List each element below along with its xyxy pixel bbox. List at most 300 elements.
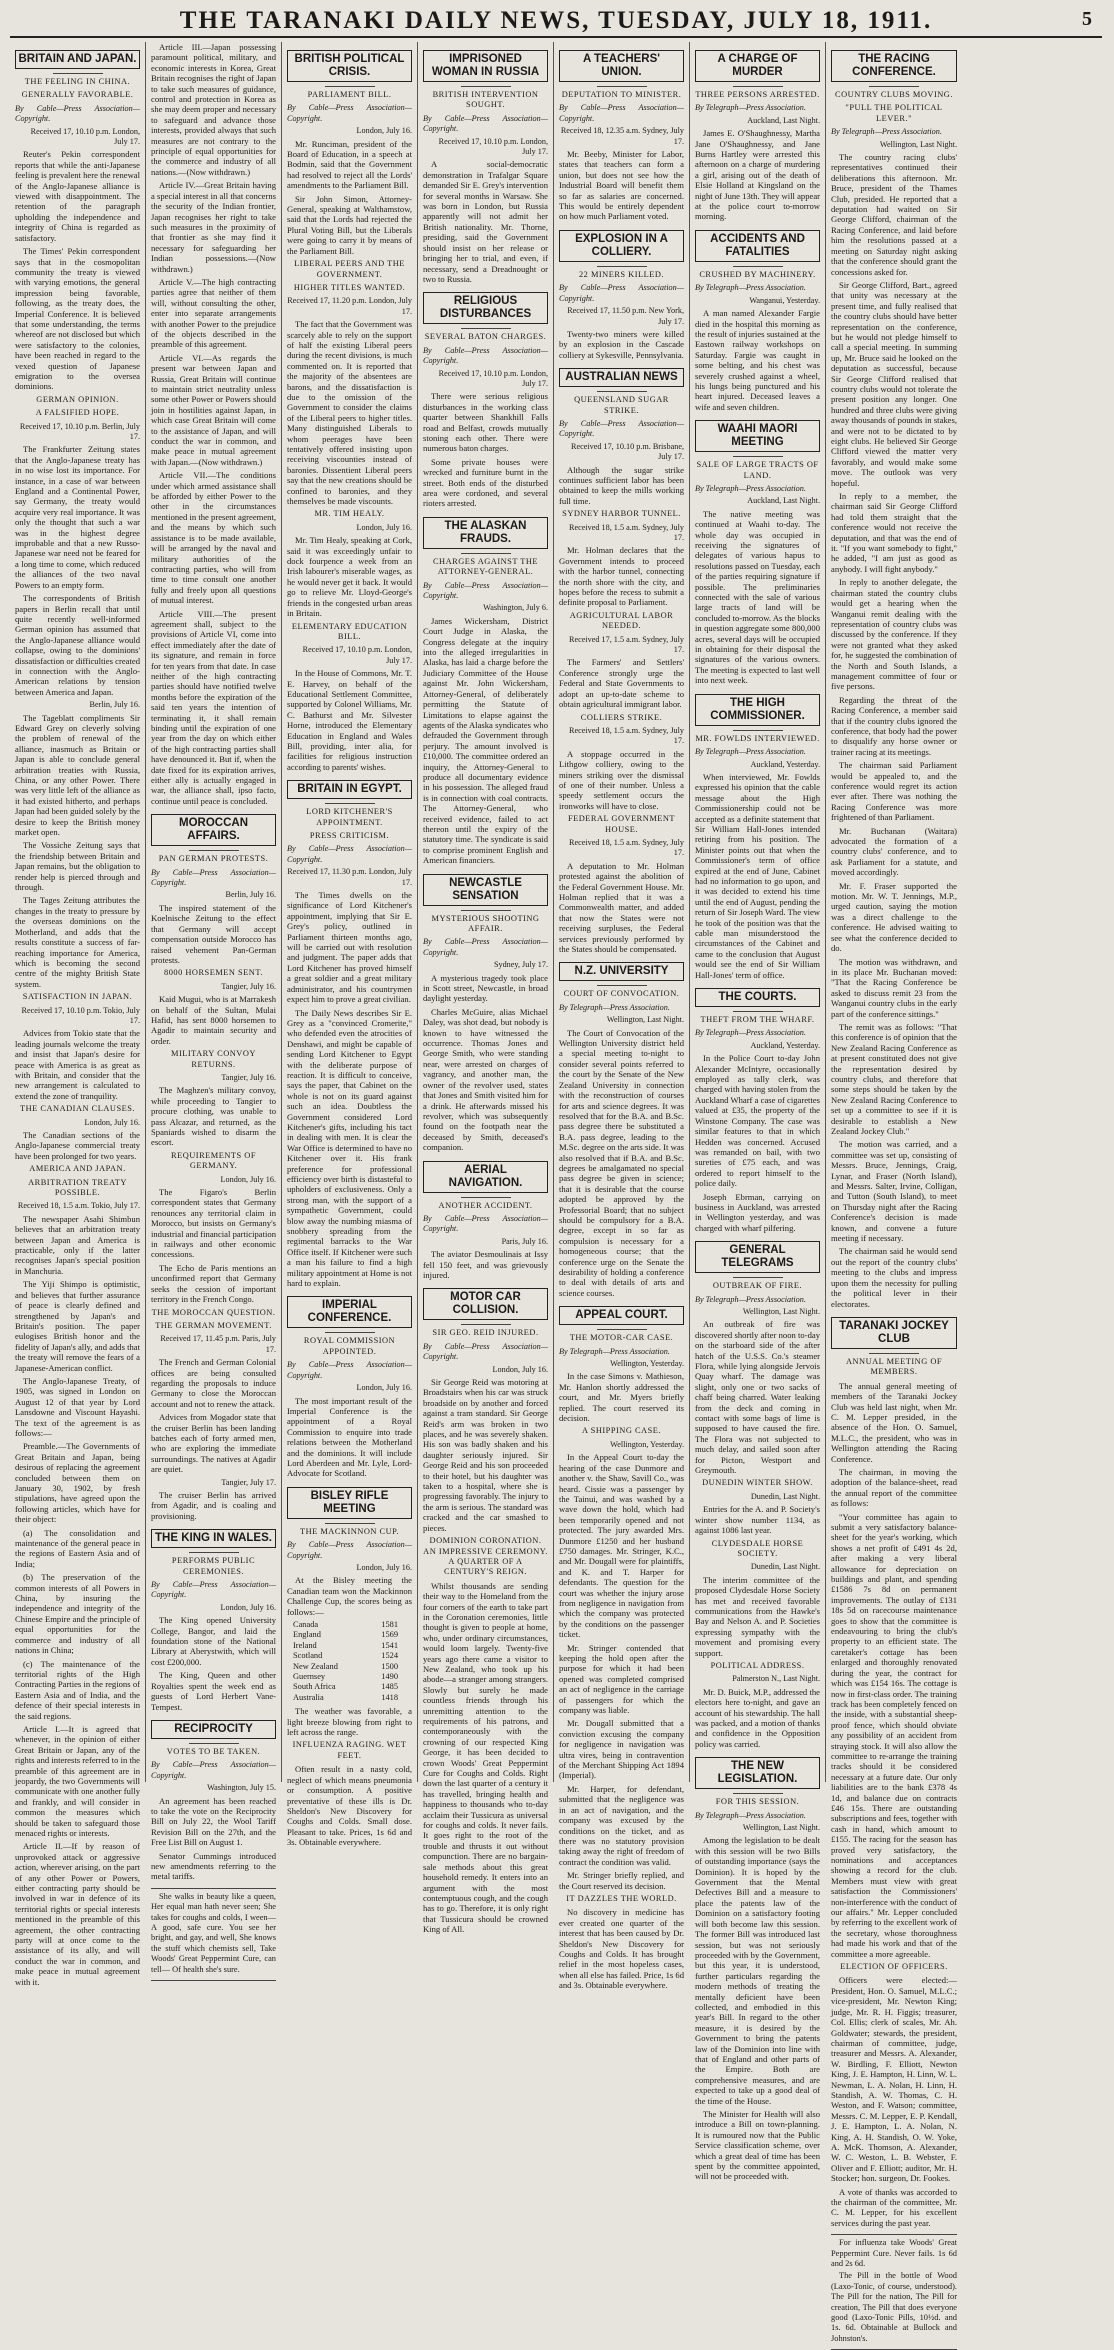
paragraph: Article VIII.—The present agreement shall, subject to the provisions of Article VI, come into effect immediately after the date of its signature, and remain in force for ten years from that date. In case neither of the high contracting parties should have notified twelve months before the expiration of the said ten years the intention of terminating it, it shall remain binding until the expiration of one year from the day on which either of the high contracting parties shall have denounced it. But if, when the date fixed for its expiration arrives, either ally is actually engaged in war, the alliance shall, ipso facto, continue until peace is concluded. <box>151 608 276 806</box>
article-headline: THE KING IN WALES. <box>151 1529 276 1548</box>
paragraph: The Court of Convocation of the Wellington University district held a special meeting to-night to consider several points referred to the court by the Senate of the New Zealand University in connection with the reconstruction of courses for arts and science degrees. It was resolved that for the B.A. and B.Sc. pass degree there be substituted a B.A. pass degree, leading to the M.Sc. degree on the arts side. It was also resolved that if B.A. and B.Sc. degrees be amalgamated no special pass degree be given in science; that it is desirable that the course adopted be approved by the Professorial Board; that no subject should be compulsory for a B.A. degree, except in so far as compulsion is necessary for a homogeneous course; that the conference urge on the Senate the desirability of holding a conference to deal with details of arts and science courses. <box>559 1027 684 1298</box>
paragraph: Article VII.—The conditions under which armed assistance shall be afforded by either Power to the other in the circumstances mentioned in the present agreement, and the means by which such assistance is to be made available, will be arranged by the naval and military authorities of the contracting parties, who will from time to time consult one another fully and freely upon all questions of mutual interest. <box>151 470 276 606</box>
paragraph: The remit was as follows: "That this conference is of opinion that the New Zealand Racing Conference as at present constituted does not give the representation desired by country clubs, and therefore that some steps should be taken by the New Zealand Racing Conference to set up a committee to see if it is desirable to establish a New Zealand Jockey Club." <box>831 1021 957 1136</box>
place-date: Dunedin, Last Night. <box>750 1491 820 1501</box>
subheading: THE CANADIAN CLAUSES. <box>20 1104 135 1114</box>
paragraph: The annual general meeting of members of the Taranaki Jockey Club was held last night, when Mr. C. M. Lepper presided, in the absence of the Hon. O. Samuel, M.L.C., the president, who was in Wellington attending the Racing Conference. <box>831 1380 957 1464</box>
dateline: By Cable—Press Association—Copyright. <box>151 867 276 888</box>
paragraph: The motion was carried, and a committee was set up, consisting of Messrs. Bruce, Jennings, Craig, Lynar, and Fraser (North Island), and Messrs. Salter, Irvine, Colligan, and Tutton (South Island), to meet on Thursday night after the Racing Conference's decision is made known, and convene a future meeting if necessary. <box>831 1139 957 1244</box>
team-name: Canada <box>293 1620 319 1629</box>
results-table <box>293 1620 412 1703</box>
headline-rule <box>53 73 103 74</box>
team-name: Ireland <box>293 1640 317 1650</box>
paragraph: The Times' Pekin correspondent says that in the cosmopolitan community the treaty is viewed with varying emotions, the general impression being favorable, following, as the treaty does, the Imperial Conference. It is believed that some understanding, the terms whereof are not disclosed but which were satisfactory to the colonies, have been reached in regard to the vexed question of Japanese emigration to the oversea dominions. <box>15 246 140 392</box>
place-date: Received 17, 1.5 a.m. Sydney, July 17. <box>569 634 684 655</box>
paragraph: The Figaro's Berlin correspondent states that Germany renounces any territorial claim in Morocco, but insists on Germany's industrial and financial participation in railways and other economic concessions. <box>151 1187 276 1260</box>
article <box>287 1296 412 1478</box>
advertisement <box>151 1888 276 1981</box>
paragraph: The cruiser Berlin has arrived from Agadir, and is coaling and provisioning. <box>151 1490 276 1521</box>
article-headline: MOROCCAN AFFAIRS. <box>151 814 276 846</box>
article-headline: BRITISH POLITICAL CRISIS. <box>287 50 412 82</box>
subheading: 8000 HORSEMEN SENT. <box>164 968 263 978</box>
team-name: Australia <box>293 1692 324 1702</box>
place-date: Received 17, 10.10 p.m. Berlin, July 17. <box>19 421 140 441</box>
article <box>695 1757 820 2182</box>
place-date: Received 17, 10.10 p.m. London, July 17. <box>30 126 140 147</box>
dateline: By Telegraph—Press Association. <box>695 103 806 113</box>
subheading: THE FEELING IN CHINA. <box>24 77 131 86</box>
results-row <box>293 1693 412 1703</box>
paragraph: The Canadian sections of the Anglo-Japanese commercial treaty have been prolonged for two years. <box>15 1130 140 1161</box>
results-row <box>293 1662 412 1672</box>
headline-rule <box>733 1011 783 1012</box>
paragraph: Sir George Clifford, Bart., agreed that unity was necessary at the present time, and fully realised that the country clubs should have better representation on the conference, but he would not pledge himself to call a special meeting. In summing up, Mr. Bruce said he looked on the deputation as successful, because Sir George Clifford realised that country clubs would not tolerate the present position any longer. One hundred and three clubs were giving away thousands of pounds in stakes, and were not to be dictated to by eight clubs. He believed Sir George Clifford viewed the matter very favorably, and would make some move. The outlook was very hopeful. <box>831 279 957 488</box>
headline-rule <box>869 86 919 87</box>
subheading: THEFT FROM THE WHARF. <box>700 1015 815 1025</box>
dateline: By Cable—Press Association—Copyright. <box>287 103 412 123</box>
article <box>695 50 820 222</box>
results-row <box>293 1651 412 1661</box>
subheading: GENERALLY FAVORABLE. <box>21 90 134 100</box>
paragraph: In reply to a member, the chairman said Sir George Clifford had told them straight that the conference would not receive the deputation, and that was the end of it. "If you want somebody to fight," he added, "I am just as good as anybody. I will fight anybody." <box>831 491 957 574</box>
paragraph: The weather was favorable, a light breeze blowing from right to left across the range. <box>287 1706 412 1738</box>
article <box>831 50 957 1309</box>
article-headline: RECIPROCITY <box>151 1720 276 1739</box>
results-row <box>293 1682 412 1692</box>
paragraph: Article I.—It is agreed that whenever, in the opinion of either Great Britain or Japan, any of the rights and interests referred to in the preamble of this agreement are in jeopardy, the two Governments will communicate with one another fully and frankly, and will consider in common the measures which should be taken to safeguard those menaced rights or interests. <box>15 1723 140 1838</box>
team-score: 1541 <box>381 1640 398 1650</box>
paragraph: The Tages Zeitung attributes the changes in the treaty to pressure by the overseas dominions on the Motherland, and adds that the results constitute a success of far-reaching importance for America, which is becoming the second centre of the mighty British State system. <box>15 895 140 989</box>
headline-rule <box>325 86 375 87</box>
subheading: THREE PERSONS ARRESTED. <box>695 90 820 99</box>
article <box>559 1306 684 1990</box>
article <box>423 292 548 509</box>
headline-rule <box>189 1552 239 1553</box>
advertisement <box>831 2234 957 2350</box>
place-date: London, July 16. <box>220 1174 276 1184</box>
place-date: Dunedin, Last Night. <box>750 1562 820 1572</box>
column-4 <box>418 42 554 1935</box>
paragraph: In the Police Court to-day John Alexander McIntyre, occasionally employed as tally clerk, was charged with having stolen from the Auckland Wharf a case of cigarettes valued at £35, the property of the Winstone Company. The case was similar features to that in which Hedden was concerned. Accused was remanded on bail, with two sureties of £75 each, and was ordered to report himself to the police daily. <box>695 1053 820 1189</box>
paragraph: The Times dwells on the significance of Lord Kitchener's appointment, implying that Sir E. Grey's policy, outlined in Parliament thirteen months ago, will be carried out with resolution and judgment. The paper adds that Lord Kitchener has proved himself a great soldier and a great military administrator, and his countrymen expect him to prove a great civilian. <box>287 890 412 1005</box>
place-date: Received 18, 1.5 a.m. Sydney, July 17. <box>569 837 684 858</box>
paragraph: Mr. Holman declares that the Government intends to proceed with the harbor tunnel, connecting the north shore with the city, and hopes before the recess to submit a definite proposal to Parliament. <box>559 545 684 608</box>
subheading: PARLIAMENT BILL. <box>307 90 392 99</box>
paragraph: Charles McGuire, alias Michael Daley, was shot dead, but nobody is known to have witnessed the occurrence. Thomas Jones and George Smith, who were standing near, were arrested on charges of vagrancy, and another man, the owner of the revolver used, states that Jones and Smith visited him for a drink. He afterwards missed his revolver, which was subsequently found on the footpath near the deceased by Smith, deceased's companion. <box>423 1006 548 1153</box>
headline-rule <box>597 266 647 267</box>
column-5 <box>554 42 690 1991</box>
paragraph: A man named Alexander Fargie died in the hospital this morning as the result of injuries sustained at the Eastown railway workshops on Saturday. Fargie was caught in some belting, and his chest was severely crushed against a wheel, his lungs being punctured and his heart injured. Deceased leaves a wife and seven children. <box>695 308 820 412</box>
place-date: Auckland, Last Night. <box>747 115 820 125</box>
dateline: By Cable—Press Association—Copyright. <box>151 1760 276 1780</box>
dateline: By Cable—Press Association—Copyright. <box>559 418 684 439</box>
place-date: Wellington, Last Night. <box>742 1306 820 1316</box>
place-date: Received 18, 1.5 a.m. Sydney, July 17. <box>569 522 684 542</box>
place-date: London, July 16. <box>356 1562 412 1572</box>
results-row <box>293 1641 412 1651</box>
team-name: England <box>293 1630 321 1640</box>
article <box>287 50 412 772</box>
headline-rule <box>597 86 647 87</box>
paragraph: Article II.—If by reason of unprovoked attack or aggressive action, wherever arising, on the part of any other Power or Powers, either contracting party should be involved in war in defence of its territorial rights or special interests mentioned in the preamble of this agreement, the other contracting party will at once come to the assistance of its ally, and will conduct the war in common, and make peace in mutual agreement with it. <box>15 1841 140 1987</box>
headline-rule <box>325 1332 375 1333</box>
dateline: By Cable—Press Association—Copyright. <box>151 1580 276 1600</box>
page-number: 5 <box>1082 8 1092 30</box>
headline-rule <box>733 86 783 87</box>
paragraph: Whilst thousands are sending their way to the Homeland from the four corners of the earth to take part in the Coronation ceremonies, little thought is given to people at home, who, under ordinary circumstances, would loom largely. Twenty-five years ago there came a visitor to New Zealand, who took up his abode—a stranger among strangers. Slowly but surely he made countless friends through his unremitting attention to the requirements of his patrons, and contemporaneously with the crowning of our respected King George, it has been decided to crown Woods' Great Peppermint Cure for Coughs and Colds. Right down the last quarter of a century it has travelled, bringing health and happiness to thousands who to-day acclaim their Tussicura as universal for coughs and colds. It never fails. It goes right to the root of the trouble and thrusts it out without compunction. There are no bargain-sale methods about this great household remedy. It enters into an argument with the most contemptuous cough, and the cough has to go. Therefore, it is only right that Tussicura should be crowned King of All. <box>423 1580 548 1935</box>
paragraph: Advices from Mogador state that the cruiser Berlin has been landing batches each of forty armed men, who are exploring the immediate surroundings. The natives at Agadir are quiet. <box>151 1412 276 1475</box>
headline-rule <box>461 553 511 554</box>
place-date: Washington, July 6. <box>483 603 548 613</box>
column-1 <box>10 42 146 1987</box>
subheading: ROYAL COMMISSION APPOINTED. <box>303 1336 396 1356</box>
paragraph: The Vossiche Zeitung says that the friendship between Britain and Japan remains, but the obligation to render help is pierced through and through. <box>15 840 140 893</box>
subheading: COLLIERS STRIKE. <box>580 712 663 722</box>
headline-rule <box>461 86 511 87</box>
dateline: By Cable—Press Association—Copyright. <box>423 1341 548 1362</box>
place-date: Received 18, 1.5 a.m. Tokio, July 17. <box>17 1201 140 1211</box>
subheading: REQUIREMENTS OF GERMANY. <box>171 1150 256 1171</box>
headline-rule <box>733 266 783 267</box>
paragraph: The newspaper Asahi Shimbun believes that an arbitration treaty between Japan and America is practicable, only if the latter recognises Japan's special position in Manchuria. <box>15 1213 140 1276</box>
dateline: By Cable—Press Association—Copyright. <box>423 937 548 957</box>
paragraph: In the House of Commons, Mr. T. E. Harvey, on behalf of the Educational Settlement Committee, supported by Colonel Williams, Mr. C. Bathurst and Mr. Silvester Horne, introduced the Elementary Education in England and Wales Bill, providing, inter alia, for facilities for religious instruction according to parents' wishes. <box>287 668 412 772</box>
paragraph: The motion was withdrawn, and in its place Mr. Buchanan moved: "That the Racing Conference be asked to discuss remit 23 from the Wanganui country clubs in the early part of the conference sittings." <box>831 956 957 1019</box>
subheading: PAN GERMAN PROTESTS. <box>158 854 269 864</box>
paragraph: An agreement has been reached to take the vote on the Reciprocity Bill on July 22, the Wool Tariff Revision Bill on the 27th, and the Free List Bill on August 1. <box>151 1795 276 1848</box>
subheading: SATISFACTION IN JAPAN. <box>22 992 133 1002</box>
article-headline: THE ALASKAN FRAUDS. <box>423 517 548 549</box>
paragraph: Regarding the threat of the Racing Conference, a member said that if the country clubs ignored the conference, that body had the power to disqualify any horse owner or trainer racing at its meetings. <box>831 694 957 757</box>
team-score: 1490 <box>381 1672 398 1682</box>
headline-rule <box>733 1277 783 1278</box>
results-row <box>293 1620 412 1630</box>
place-date: Received 17, 11.30 p.m. London, July 17. <box>287 867 412 887</box>
paragraph: No discovery in medicine has ever created one quarter of the interest that has been caused by Dr. Sheldon's New Discovery for Coughs and Colds. It has brought relief in the most hopeless cases, when all else has failed. Price, 1s 6d and 3s. Obtainable everywhere. <box>559 1907 684 1991</box>
article <box>695 1241 820 1749</box>
paragraph: Reuter's Pekin correspondent reports that while the anti-Japanese feeling is prevalent here the renewal of the Anglo-Japanese alliance is viewed with disappointment. The retention of the paragraph upholding the independence and integrity of China is regarded as satisfactory. <box>15 149 140 243</box>
paragraph: James E. O'Shaughnessy, Martha Jane O'Shaughnessy, and Jane Burns Hartley were arrested this afternoon on a charge of murdering a girl, arising out of the death of Elsie Holland at Kingsland on the night of June 13th. They will appear at the police court to-morrow morning. <box>695 128 820 222</box>
dateline: By Cable—Press Association—Copyright. <box>423 1213 548 1234</box>
paragraph: When interviewed, Mr. Fowlds expressed his opinion that the cable message about the High Commissionership could not be accepted as a definite statement that Sir William Hall-Jones intended retiring from his position. The Minister points out that when the Commissioner's term of office expired at the end of June, Cabinet had no information to go upon, and it was decided to extend his time until the end of August, pending the return of Sir Joseph Ward. The view he took of the position was that the cable man misunderstood the circumstances of the Cabinet and came to the conclusion that August would see the end of Sir William Hall-Jones' term of office. <box>695 771 820 980</box>
dateline: By Telegraph—Press Association. <box>695 1028 806 1038</box>
article <box>695 420 820 686</box>
paragraph: Mr. Harper, for defendant, submitted that the negligence was in an act of navigation, and the company was excused by the conditions on the ticket, and as there was no statutory provision taking away the right of freedom of contract the condition was valid. <box>559 1783 684 1867</box>
subheading: THE MOROCCAN QUESTION. <box>151 1307 276 1317</box>
subheading: A FALSIFIED HOPE. <box>35 408 120 418</box>
subheading: CRUSHED BY MACHINERY. <box>699 269 816 279</box>
article <box>559 230 684 360</box>
paragraph: (a) The consolidation and maintenance of the general peace in the regions of Eastern Asia and of India; <box>15 1527 140 1569</box>
place-date: Auckland, Yesterday. <box>750 1040 820 1050</box>
paragraph: A mysterious tragedy took place in Scott street, Newcastle, in broad daylight yesterday. <box>423 972 548 1004</box>
headline-rule <box>597 391 647 392</box>
place-date: Auckland, Last Night. <box>747 496 820 506</box>
place-date: Received 17, 10.10 p.m. Tokio, July 17. <box>21 1005 140 1025</box>
subheading: HIGHER TITLES WANTED. <box>293 282 406 292</box>
subheading: GERMAN OPINION. <box>36 394 119 404</box>
paragraph: A deputation to Mr. Holman protested against the abolition of the Federal Government House. Mr. Holman replied that it was a Commonwealth matter, and added that now the States were not receiving surpluses, the Federal services previously performed by the States should be compensated. <box>559 860 684 955</box>
place-date: Received 17, 11.50 p.m. New York, July 17. <box>567 306 684 326</box>
paragraph: "Your committee has again to submit a very satisfactory balance-sheet for the year's working, which shows a net profit of £491 4s 2d, after making a very liberal allowance for depreciation on buildings and plant, and spending £1586 7s 8d on permanent improvements. The outlay of £131 18s 5d on racecourse maintenance goes to show that the committee is endeavouring to bring the club's property to an efficient state. The caretaker's cottage has been enlarged and thoroughly renovated during the year, the contract for which was £154 16s. The cottage is now in first-class order. The training track has been completely fenced on the inside, with a substantial sheep-proof fence, which should obviate any possibility of an accident from straying stock. It will also allow the committee to re-arrange the training tracks should it be considered necessary at a future date. Our only liabilities are to the bank £378 4s 1d, and balance due on contracts £46 15s. There are outstanding subscriptions and fees, together with cash in hand, which amount to £155. The racing for the season has proved very satisfactory, the nominations and acceptances showing a record for the club. Members must view with great satisfaction the Commissioners' non-interference with the conduct of our affairs." Mr. Lepper concluded by referring to the excellent work of the secretary, whose thoroughness had made his work and that of the committee a more agreeable. <box>831 1511 957 1959</box>
article <box>15 50 140 1987</box>
article <box>695 988 820 1233</box>
subheading: DEPUTATION TO MINISTER. <box>561 90 682 99</box>
paragraph: The aviator Desmoulinais at Issy fell 150 feet, and was grievously injured. <box>423 1249 548 1280</box>
subheading: THE MACKINNON CUP. <box>299 1526 400 1536</box>
paragraph: Mr. Runciman, president of the Board of Education, in a speech at Bodmin, said that the Government had resolved to reject all the Lords' amendments to the Parliament Bill. <box>287 138 412 191</box>
place-date: Washington, July 15. <box>207 1783 276 1793</box>
article-headline: MOTOR CAR COLLISION. <box>423 1288 548 1320</box>
headline-rule <box>325 803 375 804</box>
article <box>695 694 820 980</box>
team-score: 1500 <box>381 1661 398 1671</box>
team-name: Guernsey <box>293 1672 326 1682</box>
dateline: By Cable—Press Association—Copyright. <box>287 844 412 864</box>
subheading: THE MOTOR-CAR CASE. <box>569 1333 674 1343</box>
article-headline: TARANAKI JOCKEY CLUB <box>831 1317 957 1349</box>
dateline: By Cable—Press Association—Copyright. <box>287 1540 412 1560</box>
subheading: OUTBREAK OF FIRE. <box>712 1281 803 1291</box>
paragraph: The native meeting was continued at Waahi to-day. The whole day was occupied in receiving the signatures of delegates of various hapus to resolutions passed on Tuesday, each of the parties requiring signature if possible. The preliminaries connected with the sale of various large tracts of land will be concluded to-morrow. As the blocks in question aggregate some 800,000 acres, several days will be occupied in obtaining for their disposal the signatures of the various owners. The meeting is expected to last well into next week. <box>695 508 820 686</box>
subheading: COURT OF CONVOCATION. <box>563 989 680 999</box>
headline-rule <box>733 1793 783 1794</box>
team-name: New Zealand <box>293 1661 338 1671</box>
article-headline: A CHARGE OF MURDER <box>695 50 820 82</box>
place-date: London, July 16. <box>84 1117 140 1127</box>
paragraph: The chairman, in moving the adoption of the balance-sheet, read the annual report of the committee as follows: <box>831 1466 957 1509</box>
dateline: By Telegraph—Press Association. <box>695 483 806 493</box>
place-date: Wanganui, Yesterday. <box>749 295 820 305</box>
article-headline: RELIGIOUS DISTURBANCES <box>423 292 548 324</box>
paragraph: Advices from Tokio state that the leading journals welcome the treaty and insist that Japan's desire for peace with America is as great as with Britain, and consider that the new arrangement is calculated to extend the zone of tranquility. <box>15 1028 140 1101</box>
subheading: SYDNEY HARBOR TUNNEL. <box>562 509 681 519</box>
subheading: PRESS CRITICISM. <box>309 831 390 840</box>
masthead-title: THE TARANAKI DAILY NEWS, TUESDAY, JULY 18, 1911. <box>179 7 933 34</box>
paragraph: The Echo de Paris mentions an unconfirmed report that Germany seeks the cession of important territory in the French Congo. <box>151 1262 276 1305</box>
subheading: A SHIPPING CASE. <box>582 1426 661 1436</box>
subheading: CHARGES AGAINST THE ATTORNEY-GENERAL. <box>432 556 539 577</box>
subheading: MYSTERIOUS SHOOTING AFFAIR. <box>431 913 540 933</box>
place-date: Wellington, Last Night. <box>879 139 957 149</box>
column-3 <box>282 42 418 1848</box>
article-headline: ACCIDENTS AND FATALITIES <box>695 230 820 262</box>
results-row <box>293 1672 412 1682</box>
article <box>423 1288 548 1934</box>
article <box>287 1487 412 1848</box>
paragraph: She walks in beauty like a queen, Her equal man hath never seen; She takes for coughs and colds, I ween— A good, safe cure. You see her bright, and gay, and well, She knows the stuff which chemists sell, Take Woods' Great Peppermint Cure, can tell— Of health she's sure. <box>151 1891 276 1974</box>
article-headline: NEWCASTLE SENSATION <box>423 874 548 906</box>
paragraph: Article V.—The high contracting parties agree that neither of them will, without consulting the other, enter into separate arrangements with another Power to the prejudice of the objects described in the preamble of this agreement. <box>151 276 276 350</box>
article-headline: WAAHI MAORI MEETING <box>695 420 820 452</box>
article-headline: APPEAL COURT. <box>559 1306 684 1325</box>
paragraph: Article IV.—Great Britain having a special interest in all that concerns the security of the Indian frontier, Japan recognises her right to take such measures in the proximity of that frontier as she may find it necessary for safeguarding her Indian possessions.—(Now withdrawn.) <box>151 180 276 274</box>
subheading: IT DAZZLES THE WORLD. <box>566 1893 677 1903</box>
headline-rule <box>461 910 511 911</box>
paragraph: There were serious religious disturbances in the working class quarter between Shankhill Falls road and Belfast, crowds mutually stoning each other. There were numerous baton charges. <box>423 391 548 454</box>
paragraph: Preamble.—The Governments of Great Britain and Japan, being desirous of replacing the agreement concluded between them on January 30, 1902, by fresh stipulations, have agreed upon the following articles, which have for their object: <box>15 1441 140 1525</box>
columns <box>10 42 1102 2343</box>
paragraph: Mr. Tim Healy, speaking at Cork, said it was exceedingly unfair to dock fourpence a week from an Irish labourer's miserable wages, as he would never get it back. It would go to relieve Mr. Lloyd-George's friends in the congested urban areas in Britain. <box>287 535 412 619</box>
headline-rule <box>461 1324 511 1325</box>
article-headline: THE NEW LEGISLATION. <box>695 1757 820 1789</box>
article-headline: AUSTRALIAN NEWS <box>559 368 684 387</box>
subheading: BRITISH INTERVENTION SOUGHT. <box>432 90 539 110</box>
subheading: FEDERAL GOVERNMENT HOUSE. <box>567 814 676 834</box>
place-date: Paris, July 16. <box>501 1236 548 1246</box>
article <box>151 814 276 1521</box>
paragraph: Twenty-two miners were killed by an explosion in the Cascade colliery at Sykesville, Pennsylvania. <box>559 328 684 360</box>
team-score: 1485 <box>381 1682 398 1692</box>
article-headline: N.Z. UNIVERSITY <box>559 962 684 981</box>
paragraph: Some private houses were wrecked and furniture burnt in the street. Both ends of the disturbed area were cordoned, and several rioters arrested. <box>423 456 548 509</box>
paragraph: The King opened University College, Bangor, and laid the foundation stone of the National Library at Aberystwith, which will cost £200,000. <box>151 1615 276 1667</box>
paragraph: Often result in a nasty cold, neglect of which means pneumonia or consumption. A positive preventative of these ills is Dr. Sheldon's New Discovery for Coughs and Colds. Small dose. Pleasant to take. Prices, 1s 6d and 3s. Obtainable everywhere. <box>287 1764 412 1848</box>
paragraph: The fact that the Government was scarcely able to rely on the support of half the existing Liberal peers during the recent divisions, is much commented on. It is reported that the majority of the absentees are barons, and the dissatisfaction is due to the omission of the Government to consider the claims of the Liberal peers to higher titles. Many distinguished Liberals to whom peerages have been tentatively offered insisting upon receiving viscounties instead of baronies. Dissentient Liberal peers say that the new creations should be confined to baronies, and they themselves be made viscounts. <box>287 319 412 507</box>
dateline: By Telegraph—Press Association. <box>695 283 806 293</box>
place-date: Wellington, Yesterday. <box>610 1439 684 1449</box>
article <box>423 874 548 1153</box>
dateline: By Telegraph—Press Association. <box>695 747 806 757</box>
place-date: Received 18, 12.35 a.m. Sydney, July 17. <box>560 126 684 146</box>
column-2 <box>146 42 282 1974</box>
article-headline: A TEACHERS' UNION. <box>559 50 684 82</box>
paragraph: Kaid Mugui, who is at Marrakesh on behalf of the Sultan, Mulai Hafid, has sent 8000 horsemen to Agadir to maintain security and order. <box>151 994 276 1046</box>
paragraph: The Daily News describes Sir E. Grey as a "convinced Cromerite," who defended even the atrocities of Denshawi, and might be capable of sending Lord Kitchener to Egypt with the deliberate purpose of reaction. It is difficult to conceive, says the paper, that Cabinet on the whole is not on its guard against such an idea. Doubtless the Government considered Lord Kitchener's gifts, including his tact in dealing with men. It is clear the War Office is determined to have no Kitchener over it. His frank preference for professional efficiency over birth is distasteful to upholders of exclusiveness. Only a strong man, with the support of a sympathetic Government, could blow away the numbing miasma of snobbery spreading from the regimental barracks to the War Office itself. If Kitchener were such a man his failure to find a high military appointment at Home is not hard to explain. <box>287 1007 412 1289</box>
paragraph: The chairman said he would send out the report of the country clubs' meeting to the clubs and impress upon them the necessity for pulling the political lever in their electorates. <box>831 1246 957 1309</box>
place-date: Sydney, July 17. <box>493 960 548 970</box>
dateline: By Cable—Press Association—Copyright. <box>15 103 140 124</box>
dateline: By Telegraph—Press Association. <box>695 1810 806 1820</box>
paragraph: Joseph Ebrman, carrying on business in Auckland, was arrested in Wellington yesterday, and was charged with wharf pilfering. <box>695 1191 820 1233</box>
subheading: LIBERAL PEERS AND THE GOVERNMENT. <box>294 259 405 279</box>
headline-rule <box>869 1353 919 1354</box>
place-date: Tangier, July 17. <box>221 1477 276 1487</box>
paragraph: A social-democratic demonstration in Trafalgar Square demanded Sir E. Grey's intervention for several months in Warsaw. She was born in London, but Russia apparently will not admit her British nationality. Mr. Thorne, presiding, said the Government should insist on her release or bringing her to trial, and even, if necessary, send a Dreadnought or two to Russia. <box>423 159 548 284</box>
subheading: 22 MINERS KILLED. <box>578 269 665 279</box>
paragraph: Article VI.—As regards the present war between Japan and Russia, Great Britain will continue to maintain strict neutrality unless some other Power or Powers should join in hostilities against Japan, in which case Great Britain will come to the assistance of Japan, and will conduct the war in common, and make peace in mutual agreement with Japan.—(Now withdrawn.) <box>151 352 276 467</box>
paragraph: The Farmers' and Settlers' Conference strongly urge the Federal and State Governments to adopt an up-to-date scheme to obtain agricultural immigrant labor. <box>559 657 684 710</box>
place-date: Received 17, 11.45 p.m. Paris, July 17. <box>160 1334 276 1354</box>
dateline: By Cable—Press Association—Copyright. <box>559 103 684 123</box>
article-headline: IMPERIAL CONFERENCE. <box>287 1296 412 1328</box>
results-row <box>293 1630 412 1640</box>
place-date: Received 17, 11.20 p.m. London, July 17. <box>287 296 412 316</box>
paragraph: Mr. Buchanan (Waitara) advocated the formation of a country clubs' conference, and to ask Parliament for a statute, and moved accordingly. <box>831 825 957 878</box>
paragraph: The interim committee of the proposed Clydesdale Horse Society has met and received favorable communications from the Hawke's Bay and Nelson A. and P. Societies expressing sympathy with the movement and promising every support. <box>695 1574 820 1658</box>
paragraph: For influenza take Woods' Great Peppermint Cure. Never fails. 1s 6d and 2s 6d. <box>831 2238 957 2269</box>
place-date: Tangier, July 16. <box>221 981 276 991</box>
paragraph: Mr. Stringer contended that keeping the hold open after the purpose for which it had been opened was completed comprised an act of negligence in the carriage of passengers for which the company was liable. <box>559 1642 684 1716</box>
headline-rule <box>189 850 239 851</box>
headline-rule <box>597 1329 647 1330</box>
paragraph: A vote of thanks was accorded to the chairman of the committee, Mr. C. M. Lepper, for his excellent services during the past year. <box>831 2186 957 2228</box>
subheading: AMERICA AND JAPAN. <box>29 1164 126 1174</box>
place-date: Tangier, July 16. <box>221 1072 276 1082</box>
paragraph: At the Bisley meeting the Canadian team won the Mackinnon Challenge Cup, the scores being as follows:— <box>287 1575 412 1617</box>
headline-rule <box>597 985 647 986</box>
article-headline: EXPLOSION IN A COLLIERY. <box>559 230 684 262</box>
dateline: By Cable—Press Association—Copyright. <box>287 1360 412 1380</box>
paragraph: The Pill in the bottle of Wood (Laxo-Tonic, of course, understood). The Pill for the nation, The Pill for creation, The Pill that does everyone good (Laxo-Tonic Pills, 10½d. and 1s. 6d. Obtainable at Bullock and Johnston's. <box>831 2271 957 2343</box>
subheading: VOTES TO BE TAKEN. <box>166 1746 261 1756</box>
column-7 <box>826 42 962 2343</box>
article <box>287 780 412 1288</box>
paragraph: (c) The maintenance of the territorial rights of the High Contracting Parties in the regions of Eastern Asia and of India, and the defence of their special interests in the said regions. <box>15 1658 140 1721</box>
subheading: "PULL THE POLITICAL LEVER." <box>845 103 943 123</box>
subheading: ARBITRATION TREATY POSSIBLE. <box>28 1177 127 1198</box>
team-score: 1569 <box>381 1630 398 1640</box>
dateline: By Cable—Press Association—Copyright. <box>423 113 548 134</box>
article-headline: AERIAL NAVIGATION. <box>423 1161 548 1193</box>
article-headline: THE RACING CONFERENCE. <box>831 50 957 82</box>
subheading: MILITARY CONVOY RETURNS. <box>171 1049 256 1069</box>
article <box>151 42 276 806</box>
headline-rule <box>461 1197 511 1198</box>
headline-rule <box>733 730 783 731</box>
subheading: SIR GEO. REID INJURED. <box>432 1328 539 1338</box>
subheading: FOR THIS SESSION. <box>715 1797 800 1807</box>
article <box>423 517 548 866</box>
dateline: By Telegraph—Press Association. <box>695 1294 806 1304</box>
headline-rule <box>325 1523 375 1524</box>
paragraph: Mr. Stringer briefly replied, and the Court reserved its decision. <box>559 1870 684 1891</box>
place-date: Auckland, Yesterday. <box>750 759 820 769</box>
team-score: 1418 <box>381 1692 398 1702</box>
subheading: ELEMENTARY EDUCATION BILL. <box>291 621 408 641</box>
paragraph: Mr. Beeby, Minister for Labor, states that teachers can form a union, but does not see how the Industrial Board will benefit them so far as salaries are concerned. This would be entirely dependent on how much Parliament voted. <box>559 149 684 222</box>
place-date: London, July 16. <box>356 1383 412 1393</box>
article <box>831 1317 957 2228</box>
paragraph: (b) The preservation of the common interests of all Powers in China, by insuring the independence and integrity of the Chinese Empire and the principle of equal opportunities for the commerce and industry of all nations in China; <box>15 1572 140 1656</box>
paragraph: Although the sugar strike continues sufficient labor has been obtained to keep the mills working full time. <box>559 464 684 506</box>
subheading: QUEENSLAND SUGAR STRIKE. <box>574 395 669 415</box>
subheading: INFLUENZA RAGING. WET FEET. <box>292 1740 407 1760</box>
paragraph: The Maghzen's military convoy, while proceeding to Tangier to procure clothing, was unable to pass Alcazar, and returned, as the Spaniards wished to disarm the escort. <box>151 1085 276 1148</box>
paragraph: The Frankfurter Zeitung states that the Anglo-Japanese treaty has in no wise lost its importance. For instance, in a case of war between England and a Continental Power, say Germany, the treaty would acquire very real importance. It was only the thought that such a war was in the highest degree improbable and that a new Russo-Japanese war need not be feared for a long time to come, which reduced the alliances of the two naval Powers to an empty form. <box>15 444 140 590</box>
paragraph: Entries for the A. and P. Society's winter show number 1134, as against 1086 last year. <box>695 1504 820 1536</box>
paragraph: In the case Simons v. Mathieson, Mr. Hanlon shortly addressed the court, and Mr. Myers briefly replied. The court reserved its decision. <box>559 1371 684 1424</box>
paragraph: Officers were elected:—President, Hon. O. Samuel, M.L.C.; vice-president, Mr. Newton King; judge, Mr. R. H. Figgis; treasurer, Col. Ellis; clerk of scales, Mr. Ah. Goldwater; stewards, the president, chairman of committee, judge, treasurer and Messrs. A. Alexander, W. Birdling, F. Elliott, Newton King, J. E. Hampton, H. Linn, W. L. Newman, L. A. Nolan, H. Linn, H. Standish, A. W. Thomas, C. H. Weston, and F. Watson; committee, Messrs. C. M. Lepper, E. P. Kendall, J. E. Hampton, L. A. Nolan, N. King, A. H. Standish, O. W. Yoke, A. McK. Thomson, A. Alexander, W. C. Weston, L. B. Webster, F. Oliver and F. Elliott; auditor, Mr. H. Stocker; hon. surgeon, Dr. Fookes. <box>831 1975 957 2184</box>
article <box>151 1720 276 1882</box>
place-date: Wellington, Last Night. <box>606 1015 684 1025</box>
paragraph: The King, Queen and other Royalties spent the week end as guests of Lord Herbert Vane-Tempest. <box>151 1670 276 1712</box>
place-date: London, July 16. <box>220 1602 276 1612</box>
paragraph: The correspondents of British papers in Berlin recall that until quite recently well-informed German opinion has assumed that the Anglo-Japanese alliance would collapse, owing to the dominions' dissatisfaction or difficulties created in connection with the Anglo-American relations by tension between America and Japan. <box>15 593 140 697</box>
place-date: Received 17, 10.10 p.m. London, July 17. <box>438 368 548 388</box>
subheading: SEVERAL BATON CHARGES. <box>424 332 547 342</box>
article <box>559 50 684 222</box>
place-date: Berlin, July 16. <box>225 890 276 900</box>
paragraph: The French and German Colonial offices are being consulted regarding the proposals to induce Germany to close the Moroccan account and not to renew the attack. <box>151 1357 276 1409</box>
subheading: AGRICULTURAL LABOR NEEDED. <box>569 610 674 631</box>
place-date: London, July 16. <box>356 522 412 532</box>
paragraph: The Yiji Shimpo is optimistic, and believes that further assurance of peace is clearly defined and strengthened by Japan's and Britain's position. The paper eulogises British honor and the fidelity of Japan's ally, and adds that the treaty will remove the fears of a Japanese-American conflict. <box>15 1279 140 1373</box>
subheading: CLYDESDALE HORSE SOCIETY. <box>711 1538 804 1558</box>
paragraph: In the Appeal Court to-day the hearing of the case Dunmore and another v. the Shaw, Savill Co., was heard. Cissie was a passenger by the Tainui, and was washed by a wave down the hold, which had been temporarily opened and not protected. The jury awarded Mrs. Dunmore £1250 and her husband £750 damages. Mr. Stringer, K.C., and Mr. Dougall were for plaintiffs, and K. and T. Harper for defendants. The question for the court was whether the injury arose from negligence in navigation from which the company was protected by the conditions on the passenger ticket. <box>559 1452 684 1640</box>
article <box>559 368 684 954</box>
place-date: Received 17, 10.10 p.m. London, July 17. <box>302 645 412 665</box>
subheading: LORD KITCHENER'S APPOINTMENT. <box>306 807 393 827</box>
headline-rule <box>189 1743 239 1744</box>
place-date: Received 17, 10.10 p.m. Brisbane, July 17. <box>570 441 684 462</box>
place-date: Received 18, 1.5 a.m. Sydney, July 17. <box>569 725 684 746</box>
paragraph: The most important result of the Imperial Conference is the appointment of a Royal Commission to enquire into trade relations between the Motherland and the dominions. It will include Lord Aberdeen and Mr. Lyle, Lord-Advocate for Scotland. <box>287 1395 412 1479</box>
article-headline: BRITAIN IN EGYPT. <box>287 780 412 799</box>
paragraph: James Wickersham, District Court Judge in Alaska, the Congress delegate at the inquiry into the alleged irregularities in Alaska, has laid a charge before the Judiciary Committee of the House against Mr. John Wickersham, Attorney-General, of deliberately permitting the Statute of Limitations to elapse against the agents of the Alaska syndicates who defrauded the Government through perjury. The amount involved is £10,000. The committee ordered an inquiry, the Attorney-General to produce all documentary evidence in his possession. The alleged fraud is in connection with coal contracts. The Attorney-General, who received evidence, failed to act thereon until the expiry of the statutory time. The syndicate is said to comprise prominent English and American financiers. <box>423 615 548 866</box>
paragraph: Article III.—Japan possessing paramount political, military, and economic interests in Korea, Great Britain recognises the right of Japan to take such measures of guidance, control and protection in Korea as she may deem proper and necessary to safeguard and advance those interests, provided always that such measures are not contrary to the principle of equal opportunities for the commerce and industry of all nations.—(Now withdrawn.) <box>151 42 276 177</box>
team-name: Scotland <box>293 1651 323 1661</box>
